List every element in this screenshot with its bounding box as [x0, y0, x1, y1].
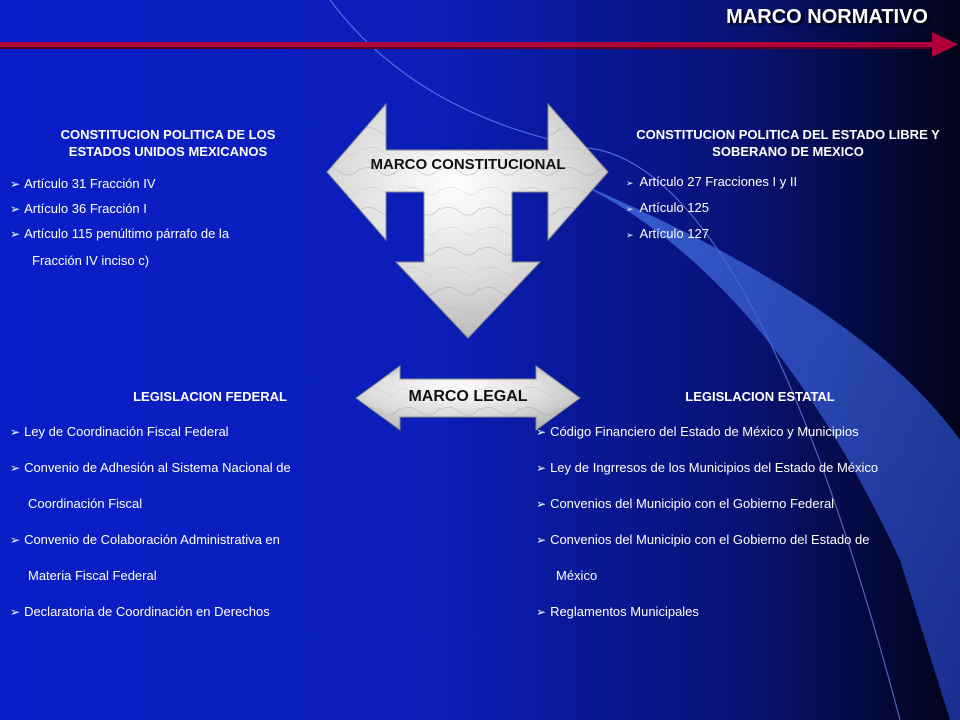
federal-constitution-list — [10, 176, 229, 278]
bullet-arrow-icon: ➢ — [626, 178, 634, 188]
list-item: ➢ Convenios del Municipio con el Gobierno Federal — [536, 496, 835, 511]
bullet-arrow-icon: ➢ — [10, 202, 21, 216]
list-item: ➢ Convenios del Municipio con el Gobierno del Estado de — [536, 532, 870, 547]
list-item: ➢ Declaratoria de Coordinación en Derechos — [10, 604, 270, 619]
bullet-arrow-icon: ➢ — [536, 461, 547, 475]
bullet-arrow-icon: ➢ — [10, 425, 21, 439]
bullet-arrow-icon: ➢ — [626, 204, 634, 214]
bullet-arrow-icon: ➢ — [10, 533, 21, 547]
header-arrow — [0, 32, 958, 57]
page-title: MARCO NORMATIVO — [726, 6, 928, 28]
marco-legal-label: MARCO LEGAL — [408, 388, 528, 405]
list-item: ➢ Ley de Coordinación Fiscal Federal — [10, 424, 229, 439]
federal-legislation-heading: LEGISLACION FEDERAL — [133, 389, 287, 404]
bullet-arrow-icon: ➢ — [10, 227, 21, 241]
bullet-arrow-icon: ➢ — [10, 461, 21, 475]
list-item: México — [556, 568, 598, 583]
list-item: ➢ Convenio de Adhesión al Sistema Nacional de — [10, 460, 291, 475]
list-item: Coordinación Fiscal — [28, 496, 143, 511]
list-item: ➢ Artículo 127 — [626, 226, 709, 241]
state-constitution-list — [626, 174, 797, 252]
bullet-arrow-icon: ➢ — [10, 177, 21, 191]
bullet-arrow-icon: ➢ — [10, 605, 21, 619]
bullet-arrow-icon: ➢ — [536, 605, 547, 619]
list-item: ➢ Artículo 115 penúltimo párrafo de la — [10, 226, 230, 241]
list-item: Fracción IV inciso c) — [32, 253, 150, 268]
state-legislation-list — [536, 424, 878, 640]
list-item: ➢ Reglamentos Municipales — [536, 604, 699, 619]
bullet-arrow-icon: ➢ — [626, 230, 634, 240]
bullet-arrow-icon: ➢ — [536, 533, 547, 547]
marco-constitucional-label: MARCO CONSTITUCIONAL — [370, 156, 566, 173]
state-legislation-heading: LEGISLACION ESTATAL — [685, 389, 835, 404]
constitutional-t-arrow — [327, 104, 608, 338]
bullet-arrow-icon: ➢ — [536, 425, 547, 439]
list-item: ➢ Artículo 27 Fracciones I y II — [626, 174, 798, 189]
list-item: ➢ Artículo 31 Fracción IV — [10, 176, 156, 191]
list-item: ➢ Convenio de Colaboración Administrativa en — [10, 532, 280, 547]
list-item: Materia Fiscal Federal — [28, 568, 157, 583]
list-item: ➢ Ley de Ingrresos de los Municipios del Estado de México — [536, 460, 879, 475]
federal-constitution-heading: CONSTITUCION POLITICA DE LOS ESTADOS UNIDOS MEXICANOS — [60, 127, 276, 159]
state-constitution-heading: CONSTITUCION POLITICA DEL ESTADO LIBRE Y SOBERANO DE MEXICO — [636, 127, 940, 159]
list-item: ➢ Artículo 125 — [626, 200, 709, 215]
bullet-arrow-icon: ➢ — [536, 497, 547, 511]
list-item: ➢ Artículo 36 Fracción I — [10, 201, 147, 216]
federal-legislation-list — [10, 424, 291, 640]
list-item: ➢ Código Financiero del Estado de México y Municipios — [536, 424, 859, 439]
